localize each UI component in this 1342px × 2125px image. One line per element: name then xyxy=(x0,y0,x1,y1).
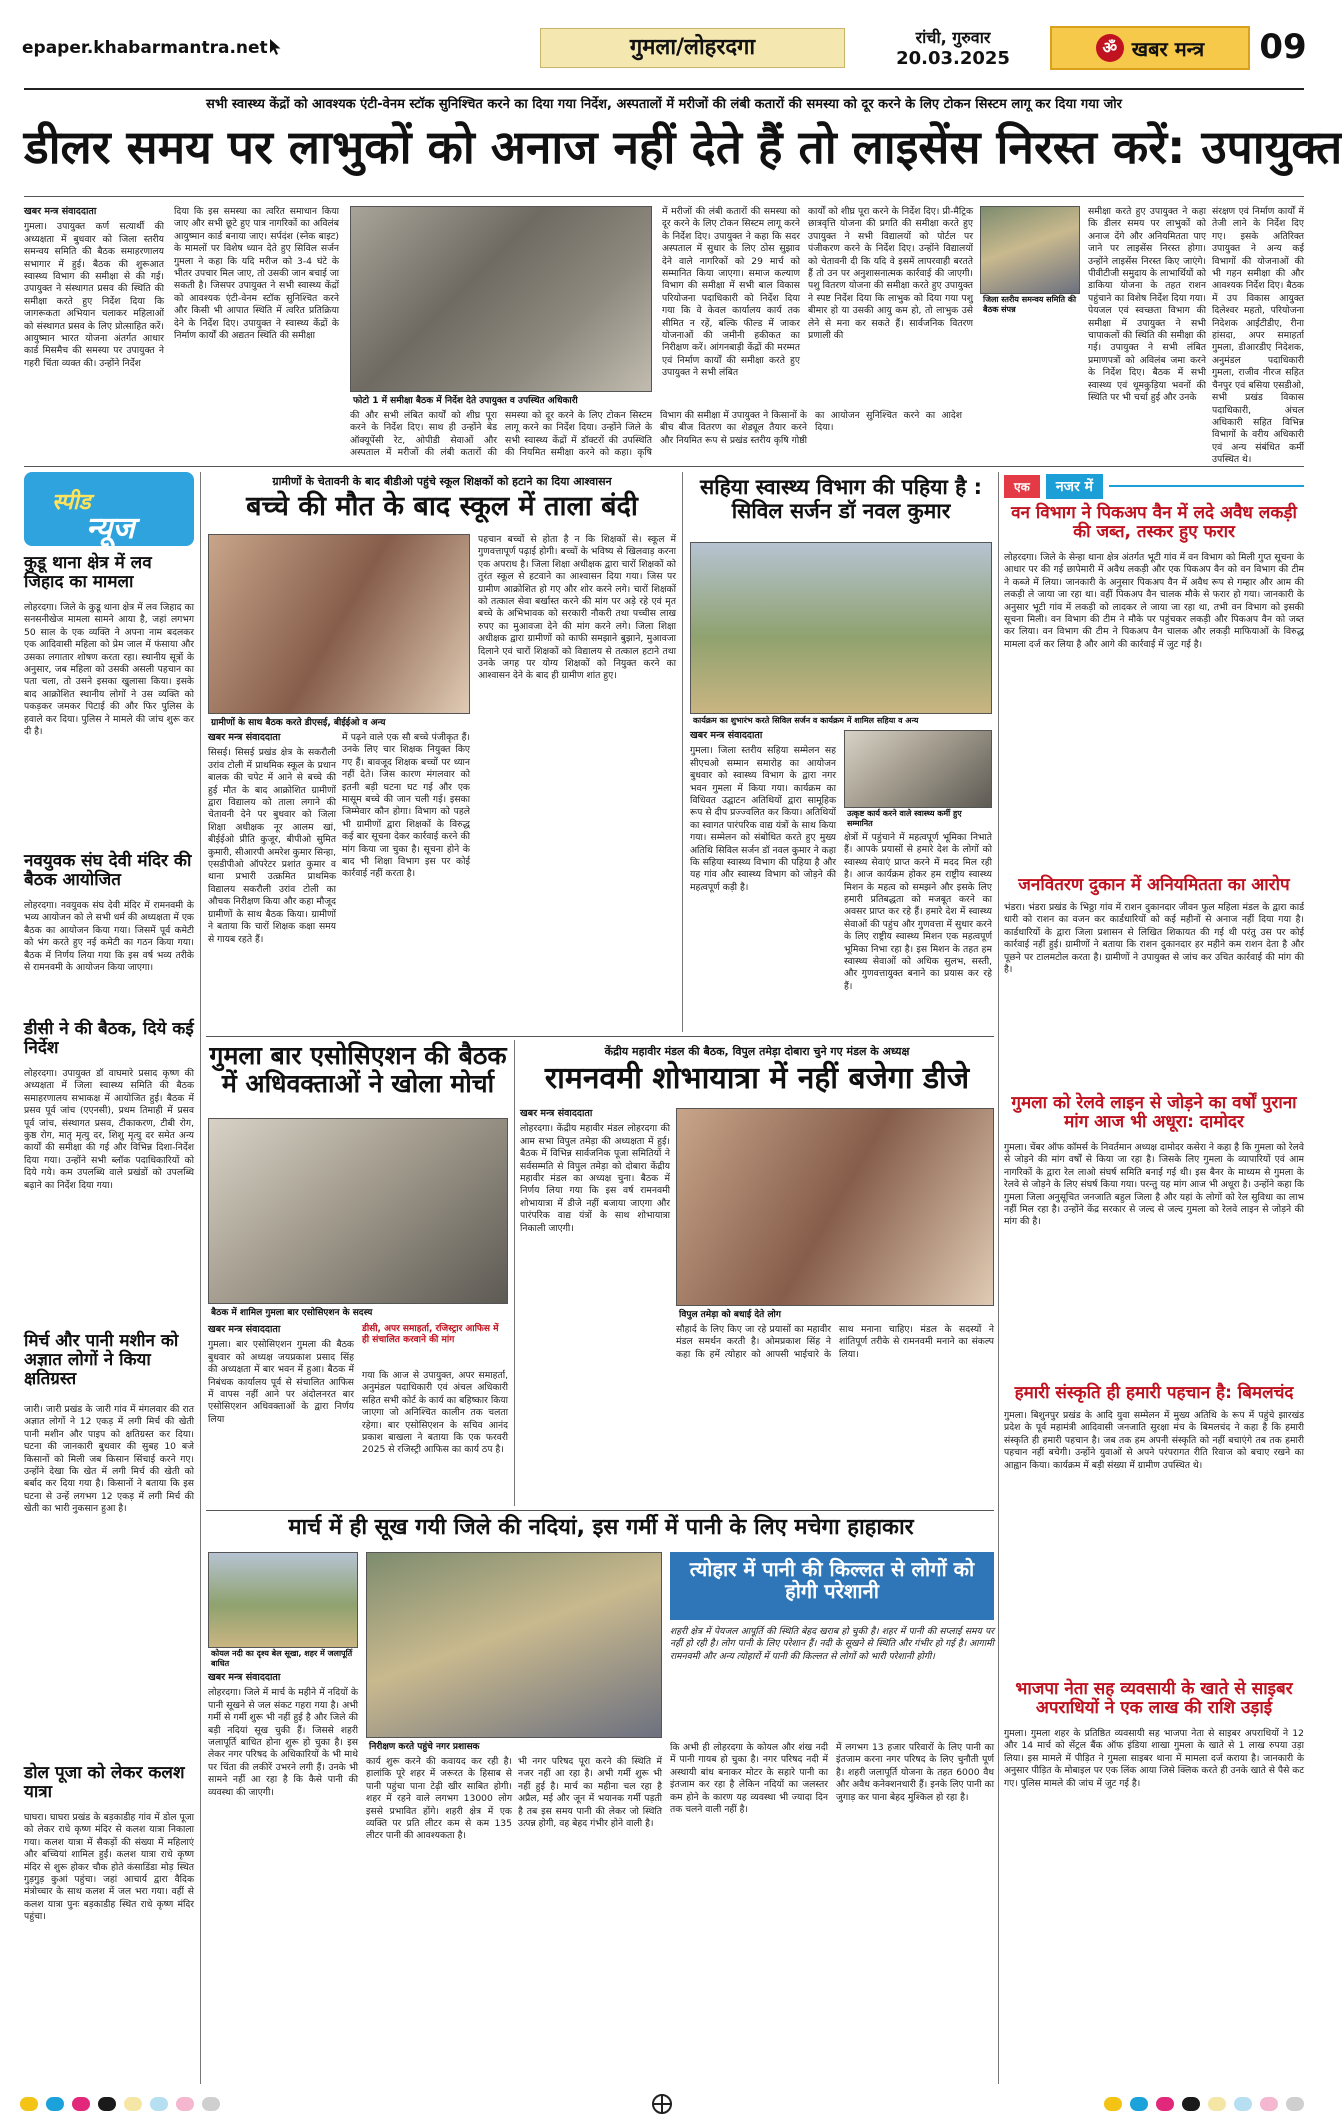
lead-kicker: सभी स्वास्थ्य केंद्रों को आवश्यक एंटी-वेनम स्टॉक सुनिश्चित करने का दिया गया निर्देश, अस्पतालों में मरीजों की लंबी कतारों की समस्या को दूर करने के लिए टोकन सिस्टम लागू कर दिया गया जोर xyxy=(206,97,1122,112)
color-swatch xyxy=(1104,2097,1122,2111)
festival-col-1: कि अभी ही लोहरदगा के कोयल और शंख नदी में पानी गायब हो चुका है। नगर परिषद नदी में अस्थायी बांध बनाकर मोटर के सहारे पानी का इंतजाम कर रहा है लेकिन नदियों का जलस्तर कम होने के कारण यह व्यवस्था भी ज्यादा दिन तक चलने वाली नहीं है। xyxy=(670,1742,828,1816)
color-swatch xyxy=(1286,2097,1304,2111)
ramnavmi-col-2: सौहार्द के लिए किए जा रहे प्रयासों का महावीर मंडल समर्थन करती है। ओमप्रकाश सिंह ने कहा कि हमें त्योहार को आपसी भाईचारे के साथ मनाना चाहिए। मंडल के सदस्यों ने शांतिपूर्ण तरीके से रामनवमी मनाने का संकल्प लिया। xyxy=(676,1324,994,1360)
speed-label-bottom: न्यूज xyxy=(86,511,135,546)
ramnavmi-photo xyxy=(676,1108,994,1306)
nazar-item-2-body: भंडरा। भंडरा प्रखंड के भिठ्ठा गांव में राशन दुकानदार जीवन फुल महिला मंडल के द्वारा कार्ड धारी को राशन का वजन कर कार्डधारियों को कई महीनों से अनाज नहीं दिया गया है। कार्डधारियों के द्वारा जिला प्रशासन से लिखित शिकायत की गई थी परंतु उस पर कोई कार्रवाई नहीं हुई। ग्रामीणों ने बताया कि राशन दुकानदार हर महीने कम राशन देता है और पूछने पर टालमटोल करता है। ग्रामीणों ने उपायुक्त से जांच कर उचित कार्रवाई की मांग की है। xyxy=(1004,902,1304,976)
lead-photo-2 xyxy=(980,206,1080,294)
health-col-1 xyxy=(690,730,836,1032)
brand-emblem-icon: ॐ xyxy=(1096,34,1124,62)
city-day: रांची, गुरुवार xyxy=(915,28,991,47)
lead-headline: डीलर समय पर लाभुकों को अनाज नहीं देते हैं तो लाइसेंस निरस्त करें: उपायुक्त xyxy=(24,120,1342,174)
color-swatch xyxy=(202,2097,220,2111)
print-registration-strip xyxy=(20,2092,1304,2116)
color-swatch xyxy=(150,2097,168,2111)
rivers-photo-1-caption: कोयल नदी का दृश्य बेल सूखा, शहर में जलापूर्ति बाधित xyxy=(208,1648,358,1670)
rivers-photo-2-caption: निरीक्षण करते पहुंचे नगर प्रशासक xyxy=(366,1738,662,1753)
lead-col-4-text: में मरीजों की लंबी कतारों की समस्या को दूर करने के लिए टोकन सिस्टम लागू करने के निर्देश दिए। उपायुक्त ने कहा कि सदर अस्पताल में सुधार के लिए ठोस सुझाव देने वाले नागरिकों को 29 मार्च को सम्मानित किया जाएगा। समाज कल्याण विभाग की समीक्षा में सभी बाल विकास परियोजना पदाधिकारी को निर्देश दिया गया कि वे केवल कार्यालय कार्य तक सीमित न रहें, बल्कि फील्ड में जाकर योजनाओं की जमीनी हकीकत का निरीक्षण करें। आंगनबाड़ी केंद्रों की मरम्मत एवं निर्माण कार्यों की समीक्षा करते हुए उपायुक्त ने सभी लंबित xyxy=(662,206,800,379)
color-swatch xyxy=(1234,2097,1252,2111)
rivers-rule xyxy=(206,1510,994,1511)
nazar-item-5-headline: भाजपा नेता सह व्यवसायी के खाते से साइबर अपराधियों ने एक लाख की राशि उड़ाई xyxy=(1015,1679,1293,1719)
nazar-item-3-headline: गुमला को रेलवे लाइन से जोड़ने का वर्षों पुराना मांग आज भी अधूरा: दामोदर xyxy=(1011,1093,1297,1133)
school-divider xyxy=(682,472,683,1032)
school-col-1 xyxy=(208,732,336,1032)
date-block xyxy=(878,26,1028,69)
nazar-header xyxy=(1004,474,1304,498)
color-swatch xyxy=(46,2097,64,2111)
bar-col-2: गया कि आज से उपायुक्त, अपर समाहर्ता, अनुमंडल पदाधिकारी एवं अंचल अधिकारी सहित सभी कोर्ट के कार्य का बहिष्कार किया जाएगा जो अनिश्चित कालीन तक चलता रहेगा। बार एसोसिएशन के सचिव आनंद प्रकाश बाखला ने बताया कि एक फरवरी 2025 से रजिस्ट्री आफिस का कार्य ठप है। xyxy=(362,1370,508,1456)
page-number: 09 xyxy=(1259,27,1307,67)
health-photo-2 xyxy=(844,730,992,808)
lead-photo-caption: फोटो 1 में समीक्षा बैठक में निर्देश देते उपायुक्त व उपस्थित अधिकारी xyxy=(350,392,652,407)
nazar-item-5-body: गुमला। गुमला शहर के प्रतिष्ठित व्यवसायी सह भाजपा नेता से साइबर अपराधियों ने 12 और 14 मार्च को सेंट्रल बैंक ऑफ इंडिया शाखा गुमला के खाते से 1 लाख रुपया उड़ा लिया। इस मामले में पीड़ित ने गुमला साइबर थाना में मामला दर्ज कराया है। जानकारी के अनुसार पीड़ित के मोबाइल पर एक लिंक आया जिसे क्लिक करते ही उनके खाते से पैसे कट गए। पुलिस मामले की जांच में जुट गई है। xyxy=(1004,1728,1304,1789)
site-url[interactable]: epaper.khabarmantra.net xyxy=(22,38,268,58)
color-swatch xyxy=(98,2097,116,2111)
rivers-col-1 xyxy=(208,1672,358,2082)
speed-item-4-headline: मिर्च और पानी मशीन को अज्ञात लोगों ने किया क्षतिग्रस्त xyxy=(24,1331,179,1390)
brand-name: खबर मन्त्र xyxy=(1131,36,1205,61)
bar-headline: गुमला बार एसोसिएशन की बैठक में अधिवक्ताओं ने खोला मोर्चा xyxy=(209,1041,507,1098)
nazar-item-4-body: गुमला। बिशुनपुर प्रखंड के आदि युवा सम्मेलन में मुख्य अतिथि के रूप में पहुंचे झारखंड प्रदेश के पूर्व महामंत्री आदिवासी जनजाति सुरक्षा मंच के बिमलचंद ने कहा है कि हमारी संस्कृति ही हमारी पहचान है। जब तक हम अपनी संस्कृति को नहीं बचाएंगे तब तक हमारी पहचान नहीं बचेगी। उन्होंने युवाओं से अपने परंपरागत रीति रिवाज को बचाए रखने का आह्वान किया। कार्यक्रम में बड़ी संख्या में ग्रामीण उपस्थित थे। xyxy=(1004,1410,1304,1471)
school-photo-caption: ग्रामीणों के साथ बैठक करते डीएसई, बीईईओ व अन्य xyxy=(208,714,470,729)
registration-mark-icon xyxy=(652,2094,672,2114)
school-kicker: ग्रामीणों के चेतावनी के बाद बीडीओ पहुंचे स्कूल शिक्षकों को हटाने का दिया आश्वासन xyxy=(272,475,612,488)
bar-byline: खबर मन्त्र संवाददाता xyxy=(208,1324,281,1335)
festival-headline-box xyxy=(670,1552,994,1620)
health-headline: सहिया स्वास्थ्य विभाग की पहिया है : सिविल सर्जन डॉ नवल कुमार xyxy=(700,475,982,523)
color-swatches-left xyxy=(20,2097,220,2111)
bar-col-1 xyxy=(208,1324,354,1504)
speed-item-5-headline: डोल पूजा को लेकर कलश यात्रा xyxy=(24,1763,185,1803)
rivers-photo-2 xyxy=(366,1552,662,1738)
speed-item-2-headline: नवयुवक संघ देवी मंदिर की बैठक आयोजित xyxy=(24,851,192,891)
bar-photo-caption: बैठक में शामिल गुमला बार एसोसिएशन के सदस्य xyxy=(208,1304,508,1319)
festival-headline: त्योहार में पानी की किल्लत से लोगों को होगी परेशानी xyxy=(689,1557,975,1604)
nazar-item-4-headline: हमारी संस्कृति ही हमारी पहचान है: बिमलचंद xyxy=(1014,1383,1294,1403)
speed-item-1-headline: कुडू थाना क्षेत्र में लव जिहाद का मामला xyxy=(24,553,152,593)
lead-col-3 xyxy=(350,410,962,460)
nazar-item-1-headline: वन विभाग ने पिकअप वैन में लदे अवैध लकड़ी की जब्त, तस्कर हुए फरार xyxy=(1011,503,1297,543)
bar-sub-kicker: डीसी, अपर समाहर्ता, रजिस्ट्रार आफिस में ही संचालित करवाने की मांग xyxy=(362,1324,499,1345)
ramnavmi-headline: रामनवमी शोभायात्रा में नहीं बजेगा डीजे xyxy=(544,1061,970,1096)
rivers-photo-1 xyxy=(208,1552,358,1648)
lead-col-7 xyxy=(1212,206,1304,466)
color-swatches-right xyxy=(1104,2097,1304,2111)
nazar-tab-rule xyxy=(1109,485,1304,487)
lead-bottom-rule xyxy=(24,466,1304,467)
school-body-1: सिसई। सिसई प्रखंड क्षेत्र के सकरौली उरांव टोली में प्राथमिक स्कूल के प्रधान बालक की चपेट में आने से बच्चे की हुई मौत के बाद आक्रोशित ग्रामीणों द्वारा विद्यालय को ताला लगाने की चेतावनी देने पर बुधवार को जिला शिक्षा अधीक्षक नूर आलम खां, बीईईओ प्रीति कुजूर, बीपीओ सुमित कुमारी, सीआरपी अमरेश कुमार सिन्हा, एसडीपीओ ऑपरेटर प्रशांत कुमार व थाना प्रभारी उत्क्रमित प्राथमिक विद्यालय सकरौली उरांव टोली का औचक निरीक्षण किया और कहा मौजूद ग्रामीणों के साथ बैठक किया। ग्रामीणों ने बताया कि चारों शिक्षक कक्षा समय से गायब रहते हैं। xyxy=(208,747,336,945)
lead-photo xyxy=(350,206,652,392)
color-swatch xyxy=(176,2097,194,2111)
lead-col-2-text: दिया कि इस समस्या का त्वरित समाधान किया जाए और सभी छूटे हुए पात्र नागरिकों का अविलंब आयुष्मान कार्ड बनाया जाए। सर्पदंश (स्नेक बाइट) के मामलों पर विशेष ध्यान देते हुए सिविल सर्जन गुमला ने कहा कि यदि मरीज को 3-4 घंटे के भीतर उपचार मिल जाए, तो उसकी जान बचाई जा सकती है। जिसपर उपायुक्त ने सभी स्वास्थ्य केंद्रों को आवश्यक एंटी-वेनम स्टॉक सुनिश्चित करने और किसी भी आपात स्थिति में त्वरित प्रतिक्रिया देने के निर्देश दिए। उपायुक्त ने स्वास्थ्य केंद्रों के निर्माण कार्यों की अद्यतन स्थिति की समीक्षा xyxy=(174,206,339,342)
color-swatch xyxy=(124,2097,142,2111)
speed-label-top: स्पीड xyxy=(52,490,91,515)
school-col-2: में पढ़ने वाले एक सौ बच्चे पंजीकृत हैं। उनके लिए चार शिक्षक नियुक्त किए गए हैं। बावजूद शिक्षक बच्चों पर ध्यान नहीं देते। जिस कारण मंगलवार को इतनी बड़ी घटना घट गई और एक मासूम बच्चे की जान चली गई। इसका जिम्मेवार कौन होगा। विभाग को पहले भी ग्रामीणों द्वारा शिक्षकों के विरुद्ध कई बार सूचना देकर कार्रवाई करने की मांग किया जा चुका है। सूचना होने के बाद भी शिक्षा विभाग इस पर कोई कार्रवाई नहीं करता है। xyxy=(342,732,470,880)
lead-col-5-text: कार्यों को शीघ्र पूरा करने के निर्देश दिए। प्री-मैट्रिक छात्रवृत्ति योजना की प्रगति की समीक्षा करते हुए उपायुक्त ने सभी विद्यालयों को पोर्टल पर पंजीकरण करने के निर्देश दिए। उन्होंने विद्यालयों को चेतावनी दी कि यदि वे इसमें लापरवाही बरतते हैं तो उन पर अनुशासनात्मक कार्रवाई की जाएगी। पशु वितरण योजना की समीक्षा करते हुए उपायुक्त ने स्पष्ट निर्देश दिया कि लाभुक को दिया गया पशु बीमार हो या उसकी आयु कम हो, तो लाभुक उसे लेने से मना कर सकते हैं। सार्वजनिक वितरण प्रणाली की xyxy=(808,206,973,342)
issue-date: 20.03.2025 xyxy=(896,48,1010,69)
cursor-icon xyxy=(268,38,284,56)
header-rule xyxy=(24,88,1304,90)
school-col-3: पहचान बच्चों से होता है न कि शिक्षकों से। स्कूल में गुणवत्तापूर्ण पढ़ाई होगी। बच्चों के भविष्य से खिलवाड़ करना एक अपराध है। जिला शिक्षा अधीक्षक द्वारा चारों शिक्षकों को तुरंत स्कूल से हटवाने का आश्वासन दिया गया। जिस पर ग्रामीण आक्रोशित हो गए और शोर करने लगे। चारों शिक्षकों को तत्काल सेवा बर्खास्त करने की मांग पर अड़े रहे एवं मृत बच्चे के अभिभावक को सरकारी नौकरी तथा पच्चीस लाख रुपए का मुआवजा देने की मांग करने लगे। जिला शिक्षा अधीक्षक द्वारा ग्रामीणों को काफी समझाने बुझाने, मुआवजा दिलाने एवं चारों शिक्षकों को विद्यालय से तत्काल हटाने तथा उनके जगह पर योग्य शिक्षकों को नियुक्त करने का आश्वासन देने के बाद ही ग्रामीण शांत हुए। xyxy=(478,534,676,682)
rivers-body-1: लोहरदगा। जिले में मार्च के महीने में नदियों के पानी सूखने से जल संकट गहरा गया है। अभी गर्मी से गर्मी शुरू भी नहीं हुई है और जिले की बड़ी नदियां सूख चुकी हैं। जिससे शहरी जलापूर्ति बाधित होना शुरू हो चुका है। इस लेकर नगर परिषद के अधिकारियों के भी माथे पर चिंता की लकीरें उभरने लगी हैं। उनके भी सामने नहीं आ रहा है कि कैसे पानी की व्यवस्था की जाएगी। xyxy=(208,1687,358,1798)
lead-col-7-text: संरक्षण एवं निर्माण कार्यों में तेजी लाने के निर्देश दिए गए। इसके अतिरिक्त उपायुक्त ने अन्य कई विभागों की योजनाओं की भी गहन समीक्षा की और आवश्यक निर्देश दिए। बैठक में उप विकास आयुक्त दिलेश्वर महतो, परियोजना निदेशक आईटीडीए, रीना हांसदा, अपर समाहर्ता गुमला, डीआरडीए निदेशक, अनुमंडल पदाधिकारी गुमला, राजीव नीरज सहित चैनपुर एवं बसिया एसडीओ, सभी प्रखंड विकास पदाधिकारी, अंचल अधिकारी सहित विभिन्न विभागों के वरीय अधिकारी एवं अन्य संबंधित कर्मी उपस्थित थे। xyxy=(1212,206,1304,466)
speed-news-badge xyxy=(24,472,194,546)
health-photo-2-caption: उत्कृष्ट कार्य करने वाले स्वास्थ्य कर्मी हुए सम्मानित xyxy=(844,808,992,830)
nazar-tab-label: नजर में xyxy=(1046,474,1103,499)
health-body-1: गुमला। जिला स्तरीय सहिया सम्मेलन सह सीएचओ सम्मान समारोह का आयोजन बुधवार को स्वास्थ्य विभाग के द्वारा नगर भवन गुमला में किया गया। कार्यक्रम का विधिवत उद्घाटन अतिथियों द्वारा सामूहिक रूप से दीप प्रज्ज्वलित कर किया। अतिथियों का स्वागत पारंपरिक वाद्य यंत्रों के साथ किया गया। सम्मेलन को संबोधित करते हुए मुख्य अतिथि सिविल सर्जन डॉ नवल कुमार ने कहा कि सहिया स्वास्थ्य विभाग की पहिया है और यह गांव और स्वास्थ्य विभाग को जोड़ने की महत्वपूर्ण कड़ी है। xyxy=(690,745,836,893)
ramnavmi-kicker: केंद्रीय महावीर मंडल की बैठक, विपुल तमेड़ा दोबारा चुने गए मंडल के अध्यक्ष xyxy=(604,1045,910,1058)
rivers-col-2: कार्य शुरू करने की कवायद कर रही है। हालांकि पूरे शहर में जरूरत के हिसाब से पानी पहुंचा पाना टेढ़ी खीर साबित होगी। शहर में रहने वाले लगभग 13000 लोग इससे प्रभावित होंगे। शहरी क्षेत्र में एक व्यक्ति पर प्रति लीटर कम से कम 135 लीटर पानी की आवश्यकता है। xyxy=(366,1756,512,1842)
color-swatch xyxy=(20,2097,38,2111)
ramnavmi-col-1 xyxy=(520,1108,670,1398)
school-headline: बच्चे की मौत के बाद स्कूल में ताला बंदी xyxy=(246,491,638,522)
rivers-col-3: भी नगर परिषद पूरा करने की स्थिति में नजर नहीं आ रहा है। अभी गर्मी शुरू भी नहीं हुई है। मार्च का महीना चल रहा है अप्रैल, मई और जून में भयानक गर्मी पड़ती है तब इस समय पानी की लेकर जो स्थिति उत्पन्न होगी, वह बेहद गंभीर होने वाली है। xyxy=(518,1756,662,1830)
color-swatch xyxy=(1130,2097,1148,2111)
health-photo-1-caption: कार्यक्रम का शुभारंभ करते सिविल सर्जन व कार्यक्रम में शामिल सहिया व अन्य xyxy=(690,714,992,727)
speed-item-3-body: लोहरदगा। उपायुक्त डॉ वाघमारे प्रसाद कृष्ण की अध्यक्षता में जिला स्वास्थ्य समिति की बैठक समाहरणालय सभाकक्ष में आयोजित हुई। बैठक में प्रसव पूर्व जांच (एएनसी), प्रथम तिमाही में प्रसव पूर्व जांच, संस्थागत प्रसव, टीकाकरण, टीबी रोग, कुष्ठ रोग, मातृ मृत्यु दर, शिशु मृत्यु दर समेत अन्य कार्यों की समीक्षा की गई और विभिन्न दिशा-निर्देश दिया गया। उन्होंने सभी ब्लॉक पदाधिकारियों को दिये गये। कम उपलब्धि वाले प्रखंडों को उपलब्धि बढ़ाने का निर्देश दिया गया। xyxy=(24,1068,194,1191)
lead-col-4 xyxy=(662,206,800,460)
nazar-tab-prefix: एक xyxy=(1004,475,1040,498)
health-photo-1 xyxy=(690,542,992,714)
ramnavmi-body-1: लोहरदगा। केंद्रीय महावीर मंडल लोहरदगा की आम सभा विपुल तमेड़ा की अध्यक्षता में हुई। बैठक में विभिन्न सार्वजनिक पूजा समितियों ने सर्वसम्मति से विपुल तमेड़ा को दोबारा केंद्रीय महावीर मंडल का अध्यक्ष चुना। बैठक में निर्णय लिया गया कि इस वर्ष रामनवमी शोभायात्रा में डीजे नहीं बजाया जाएगा और पारंपरिक वाद्य यंत्रों के साथ शोभायात्रा निकाली जाएगी। xyxy=(520,1123,670,1234)
color-swatch xyxy=(1260,2097,1278,2111)
nazar-divider xyxy=(998,472,999,2084)
lead-col-6 xyxy=(1088,206,1206,460)
lead-col-1-text: गुमला। उपायुक्त कर्ण सत्यार्थी की अध्यक्षता में बुधवार को जिला स्तरीय समन्वय समिति की बैठक समाहरणालय सभागार में हुई। बैठक की शुरूआत स्वास्थ्य विभाग की समीक्षा से की गई। उपायुक्त ने संस्थागत प्रसव की स्थिति की समीक्षा करते हुए निर्देश दिया कि जागरूकता अभियान चलाकर महिलाओं को संस्थागत प्रसव के लिए प्रोत्साहित करें। आयुष्मान भारत योजना अंतर्गत आधार कार्ड मिसमैच की समस्या पर उपायुक्त ने गहरी चिंता व्यक्त की। उन्होंने निर्देश xyxy=(24,221,164,369)
rivers-byline: खबर मन्त्र संवाददाता xyxy=(208,1672,281,1683)
nazar-item-1-body: लोहरदगा। जिले के सेन्हा थाना क्षेत्र अंतर्गत भूटी गांव में वन विभाग को मिली गुप्त सूचना के आधार पर की गई छापेमारी में अवैध लकड़ी और एक पिकअप वैन को वन विभाग की टीम ने कब्जे में लिया। जानकारी के अनुसार पिकअप वैन में अवैध रूप से गम्हार और आम की लकड़ी ले जाया जा रहा था। वहीं पिकअप वैन चालक मौके से फरार हो गया। जानकारी के अनुसार भूटी गांव में लकड़ी को लादकर ले जाया जा रहा था, तभी वन विभाग को इसकी सूचना मिली। वन विभाग की टीम ने मौके पर पहुंचकर लकड़ी और पिकअप वैन को जब्त कर लिया। वन विभाग की टीम ने पिकअप वैन चालक और लकड़ी माफियाओं के विरुद्ध मामला दर्ज कर लिया है और आगे की कार्रवाई में जुट गई है। xyxy=(1004,552,1304,650)
health-byline: खबर मन्त्र संवाददाता xyxy=(690,730,763,741)
lead-byline: खबर मन्त्र संवाददाता xyxy=(24,206,97,217)
brand-logo xyxy=(1050,26,1250,70)
rivers-headline: मार्च में ही सूख गयी जिले की नदियां, इस गर्मी में पानी के लिए मचेगा हाहाकार xyxy=(288,1515,914,1540)
lead-col-1 xyxy=(24,206,164,466)
color-swatch xyxy=(1208,2097,1226,2111)
school-byline: खबर मन्त्र संवाददाता xyxy=(208,732,281,743)
bar-body-1: गुमला। बार एसोसिएशन गुमला की बैठक बुधवार को अध्यक्ष जयप्रकाश प्रसाद सिंह की अध्यक्षता में बार भवन में हुआ। बैठक में निबंधक कार्यालय पूर्व से संचालित आफिस में वापस नहीं आने पर अंदोलनरत बार एसोसिएशन अधिवक्ताओं के द्वारा निर्णय लिया xyxy=(208,1339,354,1425)
mid-rule xyxy=(206,1036,994,1037)
speed-item-5-body: घाघरा। घाघरा प्रखंड के बड़काडीह गांव में डोल पूजा को लेकर राधे कृष्ण मंदिर से कलश यात्रा निकाला गया। कलश यात्रा में सैकड़ों की संख्या में महिलाएं और बच्चियां शामिल हुईं। कलश यात्रा राधे कृष्ण मंदिर से शुरू होकर चौक होते कंसाडिंडा मोड़ स्थित गुड़गुड़ कुआं पहुंचा। जहां आचार्य द्वारा वैदिक मंत्रोच्चार के साथ कलश में जल भरा गया। वहीं से कलश यात्रा पुनः बड़काडीह स्थित राधे कृष्ण मंदिर पहुंचा। xyxy=(24,1812,194,1923)
festival-intro: शहरी क्षेत्र में पेयजल आपूर्ति की स्थिति बेहद खराब हो चुकी है। शहर में पानी की सप्लाई समय पर नहीं हो रही है। लोग पानी के लिए परेशान हैं। नदी के सूखने से स्थिति और गंभीर हो गई है। आगामी रामनवमी और अन्य त्योहारों में पानी की किल्लत से लोगों को भारी परेशानी होगी। xyxy=(670,1626,994,1662)
lead-col-5 xyxy=(808,206,973,456)
ramnavmi-byline: खबर मन्त्र संवाददाता xyxy=(520,1108,593,1119)
color-swatch xyxy=(72,2097,90,2111)
lead-rule xyxy=(24,196,1304,197)
speed-divider xyxy=(200,472,201,2084)
school-photo xyxy=(208,534,470,714)
speed-item-4-body: जारी। जारी प्रखंड के जारी गांव में मंगलवार की रात अज्ञात लोगों ने 12 एकड़ में लगी मिर्च की खेती पानी मशीन और पाइप को क्षतिग्रस्त कर दिया। घटना की जानकारी बुधवार की सुबह 10 बजे किसानों को मिली जब किसान सिंचाई करने गए। उन्होंने देखा कि खेत में लगी मिर्च की खेती को बर्बाद कर दिया गया है। किसानों ने बताया कि इस घटना से उन्हें लगभग 12 एकड़ में लगी मिर्च की खेती का भारी नुकसान हुआ है। xyxy=(24,1404,194,1515)
speed-item-2-body: लोहरदगा। नवयुवक संघ देवी मंदिर में रामनवमी के भव्य आयोजन को ले सभी धर्म की अध्यक्षता में एक बैठक का आयोजन किया गया। जिसमें पूर्व कमेटी को भंग करते हुए नई कमेटी का गठन किया गया। बैठक में निर्णय लिया गया कि इस वर्ष भव्य तरीके से रामनवमी के आयोजन किया जाएगा। xyxy=(24,900,194,974)
nazar-item-2-headline: जनवितरण दुकान में अनियमितता का आरोप xyxy=(1018,875,1290,895)
health-col-2: क्षेत्रों में पहुंचाने में महत्वपूर्ण भूमिका निभाते हैं। आपके प्रयासों से हमारे देश के लोगों को स्वास्थ्य सेवाएं प्राप्त करने में मदद मिल रही है। आज कार्यक्रम होकर हम राष्ट्रीय स्वास्थ्य मिशन के महत्व को समझने और इसके लिए हमारी प्रतिबद्धता को मजबूत करने का अवसर प्राप्त कर रहे हैं। हमारे देश में स्वास्थ्य सेवाओं की पहुंच और गुणवत्ता में सुधार करने के लिए राष्ट्रीय स्वास्थ्य मिशन एक महत्वपूर्ण भूमिका निभा रहा है। इस मिशन के तहत हम स्वास्थ्य सेवाओं को अधिक सुलभ, सस्ती, और गुणवत्तायुक्त बनाने का प्रयास कर रहे हैं। xyxy=(844,832,992,992)
festival-col-2: में लगभग 13 हजार परिवारों के लिए पानी का इंतजाम करना नगर परिषद के लिए चुनौती पूर्ण है। शहरी जलापूर्ति योजना के तहत 6000 वैध और अवैध कनेक्शनधारी हैं। इनके लिए पानी का जुगाड़ कर पाना बेहद मुश्किल हो रहा है। xyxy=(836,1742,994,1803)
lead-col-6-text: समीक्षा करते हुए उपायुक्त ने कहा कि डीलर समय पर लाभुकों को अनाज देंगे और अनियमितता पाए जाने पर लाइसेंस निरस्त होगा। उन्होंने लाइसेंस निरस्त किए जाएंगे। पीवीटीजी समुदाय के लाभार्थियों को डाकिया योजना के तहत राशन पहुंचाने का विशेष निर्देश दिया गया। पेयजल एवं स्वच्छता विभाग की समीक्षा में उपायुक्त ने सभी चापाकलों की स्थिति की समीक्षा की गई। उपायुक्त ने सभी लंबित प्रमाणपत्रों को अविलंब जमा करने के निर्देश दिए। बैठक में सभी स्वास्थ्य एवं धूमकुड़िया भवनों की स्थिति पर भी चर्चा हुई और उनके xyxy=(1088,206,1206,404)
ramnavmi-photo-caption: विपुल तमेड़ा को बधाई देते लोग xyxy=(676,1306,994,1321)
lead-photo-2-caption: जिला स्तरीय समन्वय समिति की बैठक संपन्न xyxy=(980,294,1080,316)
bar-divider xyxy=(514,1040,515,1506)
section-title: गुमला/लोहरदगा xyxy=(540,28,845,68)
lead-col-3-text: की और सभी लंबित कार्यों को शीघ्र पूरा करने के निर्देश दिए। साथ ही उन्होंने बेड ऑक्यूपेंसी रेट, ओपीडी सेवाओं और अस्पताल में मरीजों की लंबी कतारों की समस्या को दूर करने के लिए टोकन सिस्टम लागू करने का निर्देश दिया। उन्होंने जिले के सभी स्वास्थ्य केंद्रों में डॉक्टरों की उपस्थिति की नियमित समीक्षा करने को कहा। कृषि विभाग की समीक्षा में उपायुक्त ने किसानों के बीच बीज वितरण का शेड्यूल तैयार करने और नियमित रूप से प्रखंड स्तरीय कृषि गोष्ठी का आयोजन सुनिश्चित करने का आदेश दिया। xyxy=(350,410,962,459)
lead-col-2 xyxy=(174,206,339,456)
bar-photo xyxy=(208,1118,508,1304)
speed-item-3-headline: डीसी ने की बैठक, दिये कई निर्देश xyxy=(24,1019,194,1059)
nazar-item-3-body: गुमला। चेंबर ऑफ कॉमर्स के निवर्तमान अध्यक्ष दामोदर कसेरा ने कहा है कि गुमला को रेलवे से जोड़ने की मांग वर्षों से किया जा रहा है। जिसके लिए गुमला के व्यापारियों एवं आम नागरिकों के द्वारा रेल लाओ संघर्ष समिति बनाई गई थी। इस बैनर के माध्यम से गुमला के रेलवे से जोड़ने के लिए संघर्ष किया गया। परन्तु यह मांग आज भी अधूरा है। उन्होंने कहा कि गुमला जिला अनुसूचित जनजाति बहुल जिला है और यहां के लोगों को रेल सुविधा का लाभ नहीं मिल रहा है। उन्होंने केंद्र सरकार से जल्द से जल्द गुमला को रेलवे लाइन से जोड़ने की मांग की है। xyxy=(1004,1142,1304,1228)
color-swatch xyxy=(1182,2097,1200,2111)
color-swatch xyxy=(1156,2097,1174,2111)
speed-item-1-body: लोहरदगा। जिले के कुडू थाना क्षेत्र में लव जिहाद का सनसनीखेज मामला सामने आया है, जहां लगभग 50 साल के एक व्यक्ति ने अपना नाम बदलकर एक आदिवासी महिला को प्रेम जाल में फंसाया और उसका लगातार शोषण करता रहा। स्थानीय सूत्रों के अनुसार, जब महिला को उसकी असली पहचान का पता चला, तो उसने इसका खुलासा किया। इसके बाद आक्रोशित स्थानीय लोगों ने उस व्यक्ति को पकड़कर जमकर पिटाई की और फिर पुलिस के हवाले कर दिया। पुलिस ने मामले की जांच शुरू कर दी है। xyxy=(24,602,194,738)
